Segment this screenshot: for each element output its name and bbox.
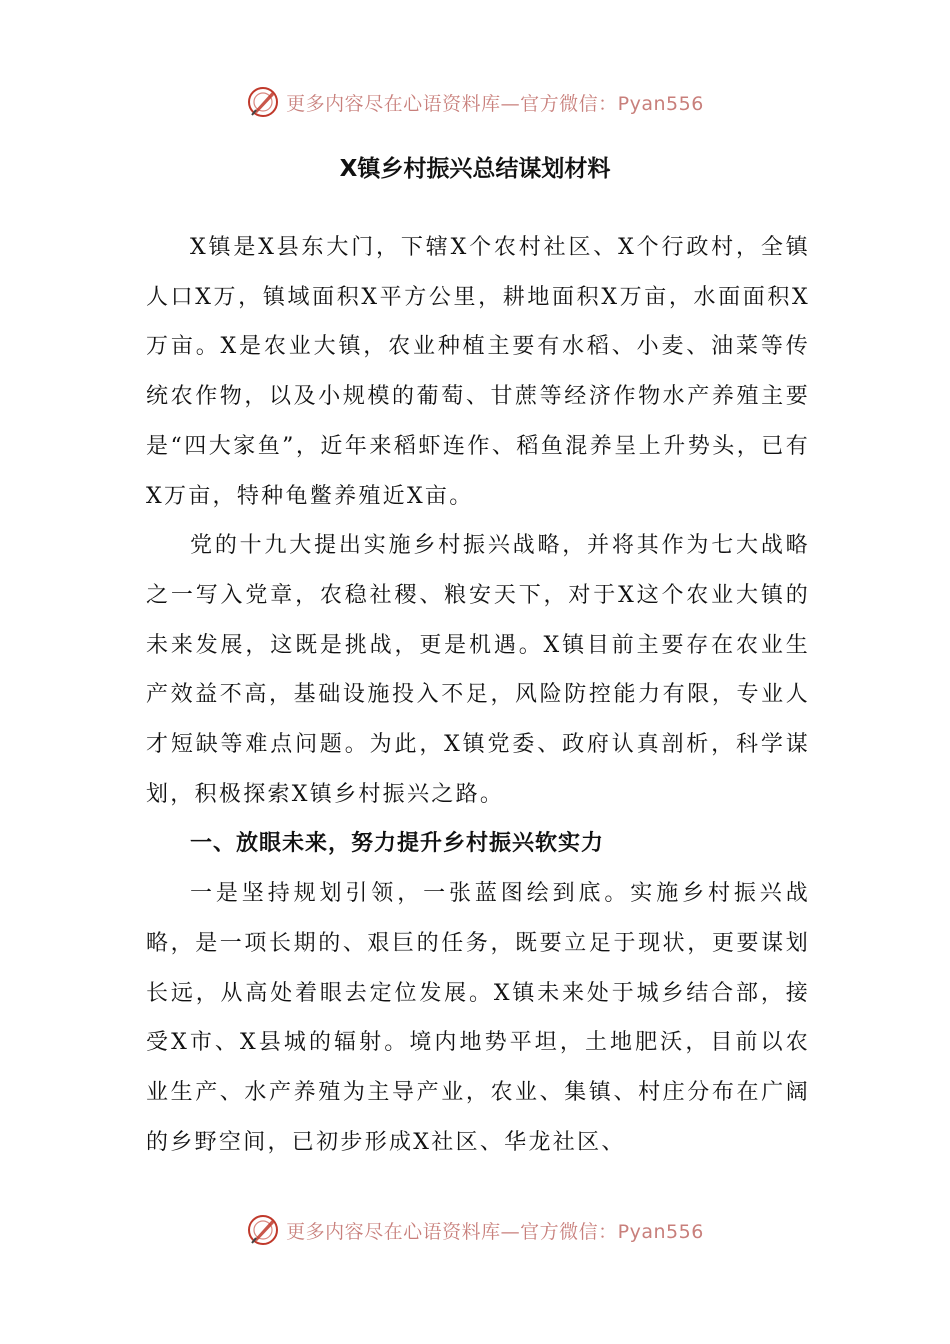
document-body bbox=[146, 223, 810, 1167]
document-title: X镇乡村振兴总结谋划材料 bbox=[339, 156, 611, 182]
banner-text: 更多内容尽在心语资料库—官方微信：Pyan556 bbox=[286, 92, 704, 115]
wechat-id: Pyan556 bbox=[617, 92, 704, 115]
quill-logo-icon bbox=[246, 85, 280, 119]
footer-watermark-banner bbox=[0, 1210, 950, 1250]
quill-logo-icon bbox=[246, 1213, 280, 1247]
header-watermark-banner bbox=[0, 82, 950, 122]
paragraph-2: 党的十九大提出实施乡村振兴战略，并将其作为七大战略之一写入党章，农稳社稷、粮安天下，对于X这个农业大镇的未来发展，这既是挑战，更是机遇。X镇目前主要存在农业生产效益不高，基础设施投入不足，风险防控能力有限，专业人才短缺等难点问题。为此，X镇党委、政府认真剖析，科学谋划，积极探索X镇乡村振兴之路。 bbox=[146, 533, 810, 807]
paragraph-3: 一是坚持规划引领，一张蓝图绘到底。实施乡村振兴战略，是一项长期的、艰巨的任务，既要立足于现状，更要谋划长远，从高处着眼去定位发展。X镇未来处于城乡结合部，接受X市、X县城的辐射。境内地势平坦，土地肥沃，目前以农业生产、水产养殖为主导产业，农业、集镇、村庄分布在广阔的乡野空间，已初步形成X社区、华龙社区、 bbox=[146, 881, 810, 1155]
wechat-id: Pyan556 bbox=[617, 1220, 704, 1243]
paragraph-1: X镇是X县东大门，下辖X个农村社区、X个行政村，全镇人口X万，镇域面积X平方公里，耕地面积X万亩，水面面积X万亩。X是农业大镇，农业种植主要有水稻、小麦、油菜等传统农作物，以及小规模的葡萄、甘蔗等经济作物水产养殖主要是“四大家鱼”，近年来稻虾连作、稻鱼混养呈上升势头，已有X万亩，特种龟鳖养殖近X亩。 bbox=[146, 235, 810, 509]
section-heading: 一、放眼未来，努力提升乡村振兴软实力 bbox=[190, 831, 605, 857]
banner-text: 更多内容尽在心语资料库—官方微信：Pyan556 bbox=[286, 1220, 704, 1243]
